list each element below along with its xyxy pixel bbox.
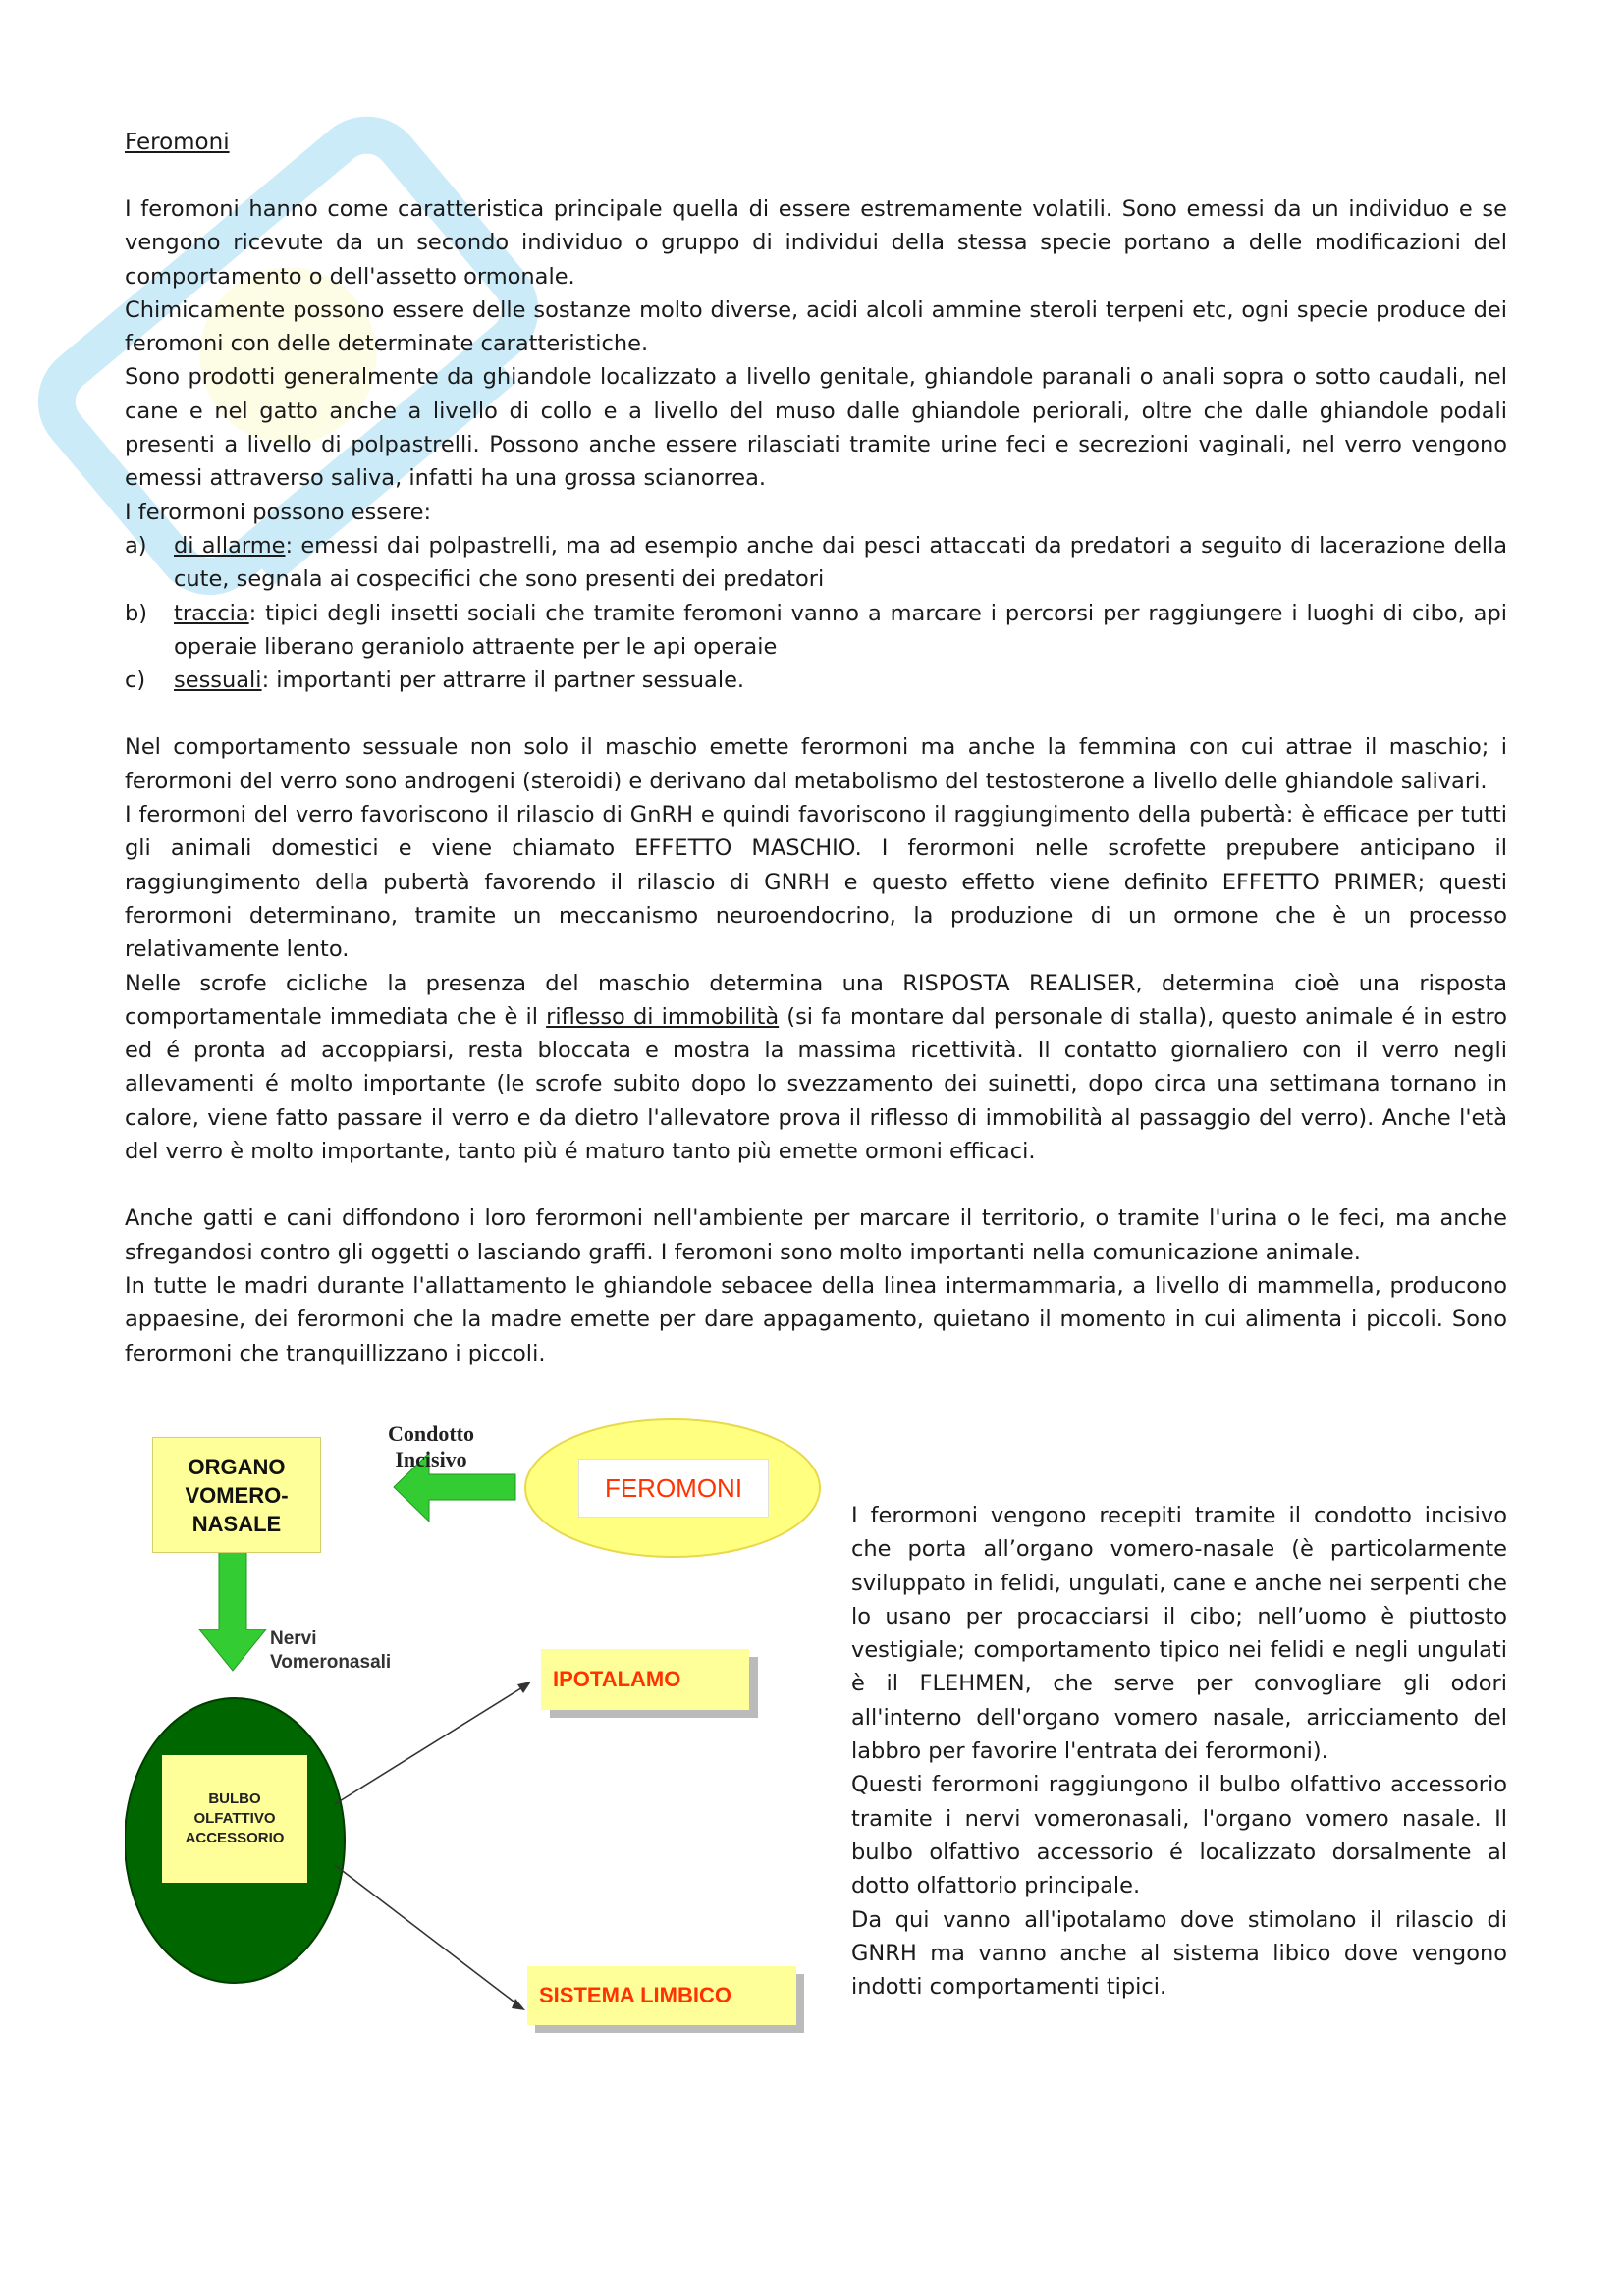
paragraph-mothers: In tutte le madri durante l'allattamento le ghiandole sebacee della linea intermammaria, a livello di mammella, producono appaesine, dei ferormoni che la madre emette per dare appagamento, quietano il momento in cui alimenta i piccoli. Sono ferormoni che tranquillizzano i piccoli. bbox=[125, 1272, 1507, 1366]
arrow-to-ipotalamo bbox=[335, 1684, 527, 1804]
bulbo-label: BULBO OLFATTIVO ACCESSORIO bbox=[185, 1790, 285, 1846]
feromoni-label: FEROMONI bbox=[604, 1472, 743, 1503]
condotto-line-2: Incisivo bbox=[395, 1447, 467, 1471]
paragraph-realiser bbox=[125, 967, 1507, 1169]
pheromone-types-list bbox=[125, 529, 1507, 697]
nervi-line-2: Vomeronasali bbox=[270, 1652, 392, 1673]
nervi-line-1: Nervi bbox=[270, 1629, 317, 1649]
list-term: sessuali bbox=[174, 667, 262, 694]
list-term: traccia bbox=[174, 600, 249, 626]
side-paragraph-bulbo: Questi ferormoni raggiungono il bulbo olfattivo accessorio tramite i nervi vomeronasali, l'organo vomero nasale. Il bulbo olfattivo accessorio é localizzato dorsalmente al dotto olfattorio principale. bbox=[851, 1772, 1507, 1899]
list-item bbox=[125, 664, 1507, 697]
list-marker: a) bbox=[125, 532, 147, 559]
organo-label: ORGANO VOMERO- NASALE bbox=[185, 1454, 289, 1536]
realiser-text-start: Nelle scrofe cicliche la presenza del maschio determina una RISPOSTA REALISER, determina cioè una risposta comportamentale immediata che è il bbox=[125, 970, 1507, 1030]
list-marker: c) bbox=[125, 667, 146, 694]
paragraph-cats-dogs: Anche gatti e cani diffondono i loro ferormoni nell'ambiente per marcare il territorio, o tramite l'urina o le feci, ma anche sfregandosi contro gli oggetti o lasciando graffi. I feromoni sono molto importanti nella comunicazione animale. bbox=[125, 1205, 1507, 1265]
document-title: Feromoni bbox=[125, 130, 230, 155]
nervi-label bbox=[270, 1628, 391, 1675]
side-paragraph-ipotalamo: Da qui vanno all'ipotalamo dove stimolano il rilascio di GNRH ma vanno anche al sistema libico dove vengono indotti comportamenti tipici. bbox=[851, 1906, 1507, 2001]
ipotalamo-box bbox=[541, 1649, 749, 1710]
condotto-label bbox=[388, 1421, 474, 1472]
paragraph-chemistry: Chimicamente possono essere delle sostanze molto diverse, acidi alcoli ammine steroli terpeni etc, ogni specie produce dei feromoni con delle determinate caratteristiche. bbox=[125, 296, 1507, 357]
list-text: : emessi dai polpastrelli, ma ad esempio anche dai pesci attaccati da predatori a seguito di lacerazione della cute, segnala ai cospecifici che sono presenti dei predatori bbox=[174, 532, 1507, 593]
organo-vomeronasale-box bbox=[152, 1437, 321, 1553]
arrow-to-limbico bbox=[335, 1865, 521, 2007]
document-body bbox=[125, 126, 1507, 1370]
side-paragraph-reception: I ferormoni vengono recepiti tramite il condotto incisivo che porta all’organo vomero-nasale (è particolarmente sviluppato in felidi, ungulati, cane e anche nei serpenti che lo usano per procacciarsi il cibo; nell’uomo è piuttosto vestigiale; comportamento tipico nei felidi e negli ungulati è il FLEHMEN, che serve per convogliare gli odori all'interno dell'organo vomero nasale, arricciamento del labbro per favorire l'entrata dei ferormoni). bbox=[851, 1503, 1507, 1765]
paragraph-glands: Sono prodotti generalmente da ghiandole localizzato a livello genitale, ghiandole paranali o anali sopra o sotto caudali, nel cane e nel gatto anche a livello di collo e a livello del muso dalle ghiandole periorali, oltre che dalle ghiandole podali presenti a livello di polpastrelli. Possono anche essere rilasciati tramite urine feci e secrezioni vaginali, nel verro vengono emessi attraverso saliva, infatti ha una grossa scianorrea. bbox=[125, 364, 1507, 492]
vomeronasal-diagram bbox=[125, 1414, 822, 2052]
list-marker: b) bbox=[125, 600, 148, 626]
feromoni-box bbox=[578, 1459, 769, 1518]
ipotalamo-label: IPOTALAMO bbox=[553, 1667, 681, 1691]
limbico-label: SISTEMA LIMBICO bbox=[539, 1983, 731, 2007]
arrowhead-limbico-icon bbox=[512, 1999, 525, 2010]
list-item bbox=[125, 597, 1507, 665]
list-term: di allarme bbox=[174, 532, 286, 559]
list-text: : tipici degli insetti sociali che tramite feromoni vanno a marcare i percorsi per raggiungere i luoghi di cibo, api operaie liberano geraniolo attraente per le api operaie bbox=[174, 600, 1507, 660]
paragraph-intro: I feromoni hanno come caratteristica principale quella di essere estremamente volatili. Sono emessi da un individuo e se vengono ricevute da un secondo individuo o gruppo di individui della stessa specie portano a delle modificazioni del comportamento o dell'assetto ormonale. bbox=[125, 196, 1507, 290]
paragraph-sexual-behaviour: Nel comportamento sessuale non solo il maschio emette ferormoni ma anche la femmina con cui attrae il maschio; i ferormoni del verro sono androgeni (steroidi) e derivano dal metabolismo del testosterone a livello delle ghiandole salivari. bbox=[125, 734, 1507, 794]
arrowhead-ipotalamo-icon bbox=[517, 1682, 531, 1693]
bulbo-olfattivo-box bbox=[162, 1755, 307, 1883]
list-item bbox=[125, 529, 1507, 597]
paragraph-male-effect: I ferormoni del verro favoriscono il rilascio di GnRH e quindi favoriscono il raggiungimento della pubertà: è efficace per tutti gli animali domestici e viene chiamato EFFETTO MASCHIO. I ferormoni nelle scrofette prepubere anticipano il raggiungimento della pubertà favorendo il rilascio di GNRH e questo effetto viene definito EFFETTO PRIMER; questi ferormoni determinano, tramite un meccanismo neuroendocrino, la produzione di un ormone che è un processo relativamente lento. bbox=[125, 802, 1507, 963]
sistema-limbico-box bbox=[527, 1966, 796, 2025]
condotto-line-1: Condotto bbox=[388, 1421, 475, 1446]
diagram-explanation bbox=[851, 1499, 1507, 2003]
immobility-reflex-term: riflesso di immobilità bbox=[546, 1003, 780, 1030]
realiser-text-end: (si fa montare dal personale di stalla), questo animale é in estro ed é pronta ad accoppiarsi, resta bloccata e mostra la massima ricettività. Il contatto giornaliero con il verro negli allevamenti é molto importante (le scrofe subito dopo lo svezzamento dei suinetti, dopo circa una settimana tornano in calore, viene fatto passare il verro e da dietro l'allevatore prova il riflesso di immobilità al passaggio del verro). Anche l'età del verro è molto importante, tanto più é maturo tanto più emette ormoni efficaci. bbox=[125, 1003, 1507, 1165]
paragraph-types-intro: I ferormoni possono essere: bbox=[125, 499, 432, 525]
list-text: : importanti per attrarre il partner sessuale. bbox=[261, 667, 745, 694]
